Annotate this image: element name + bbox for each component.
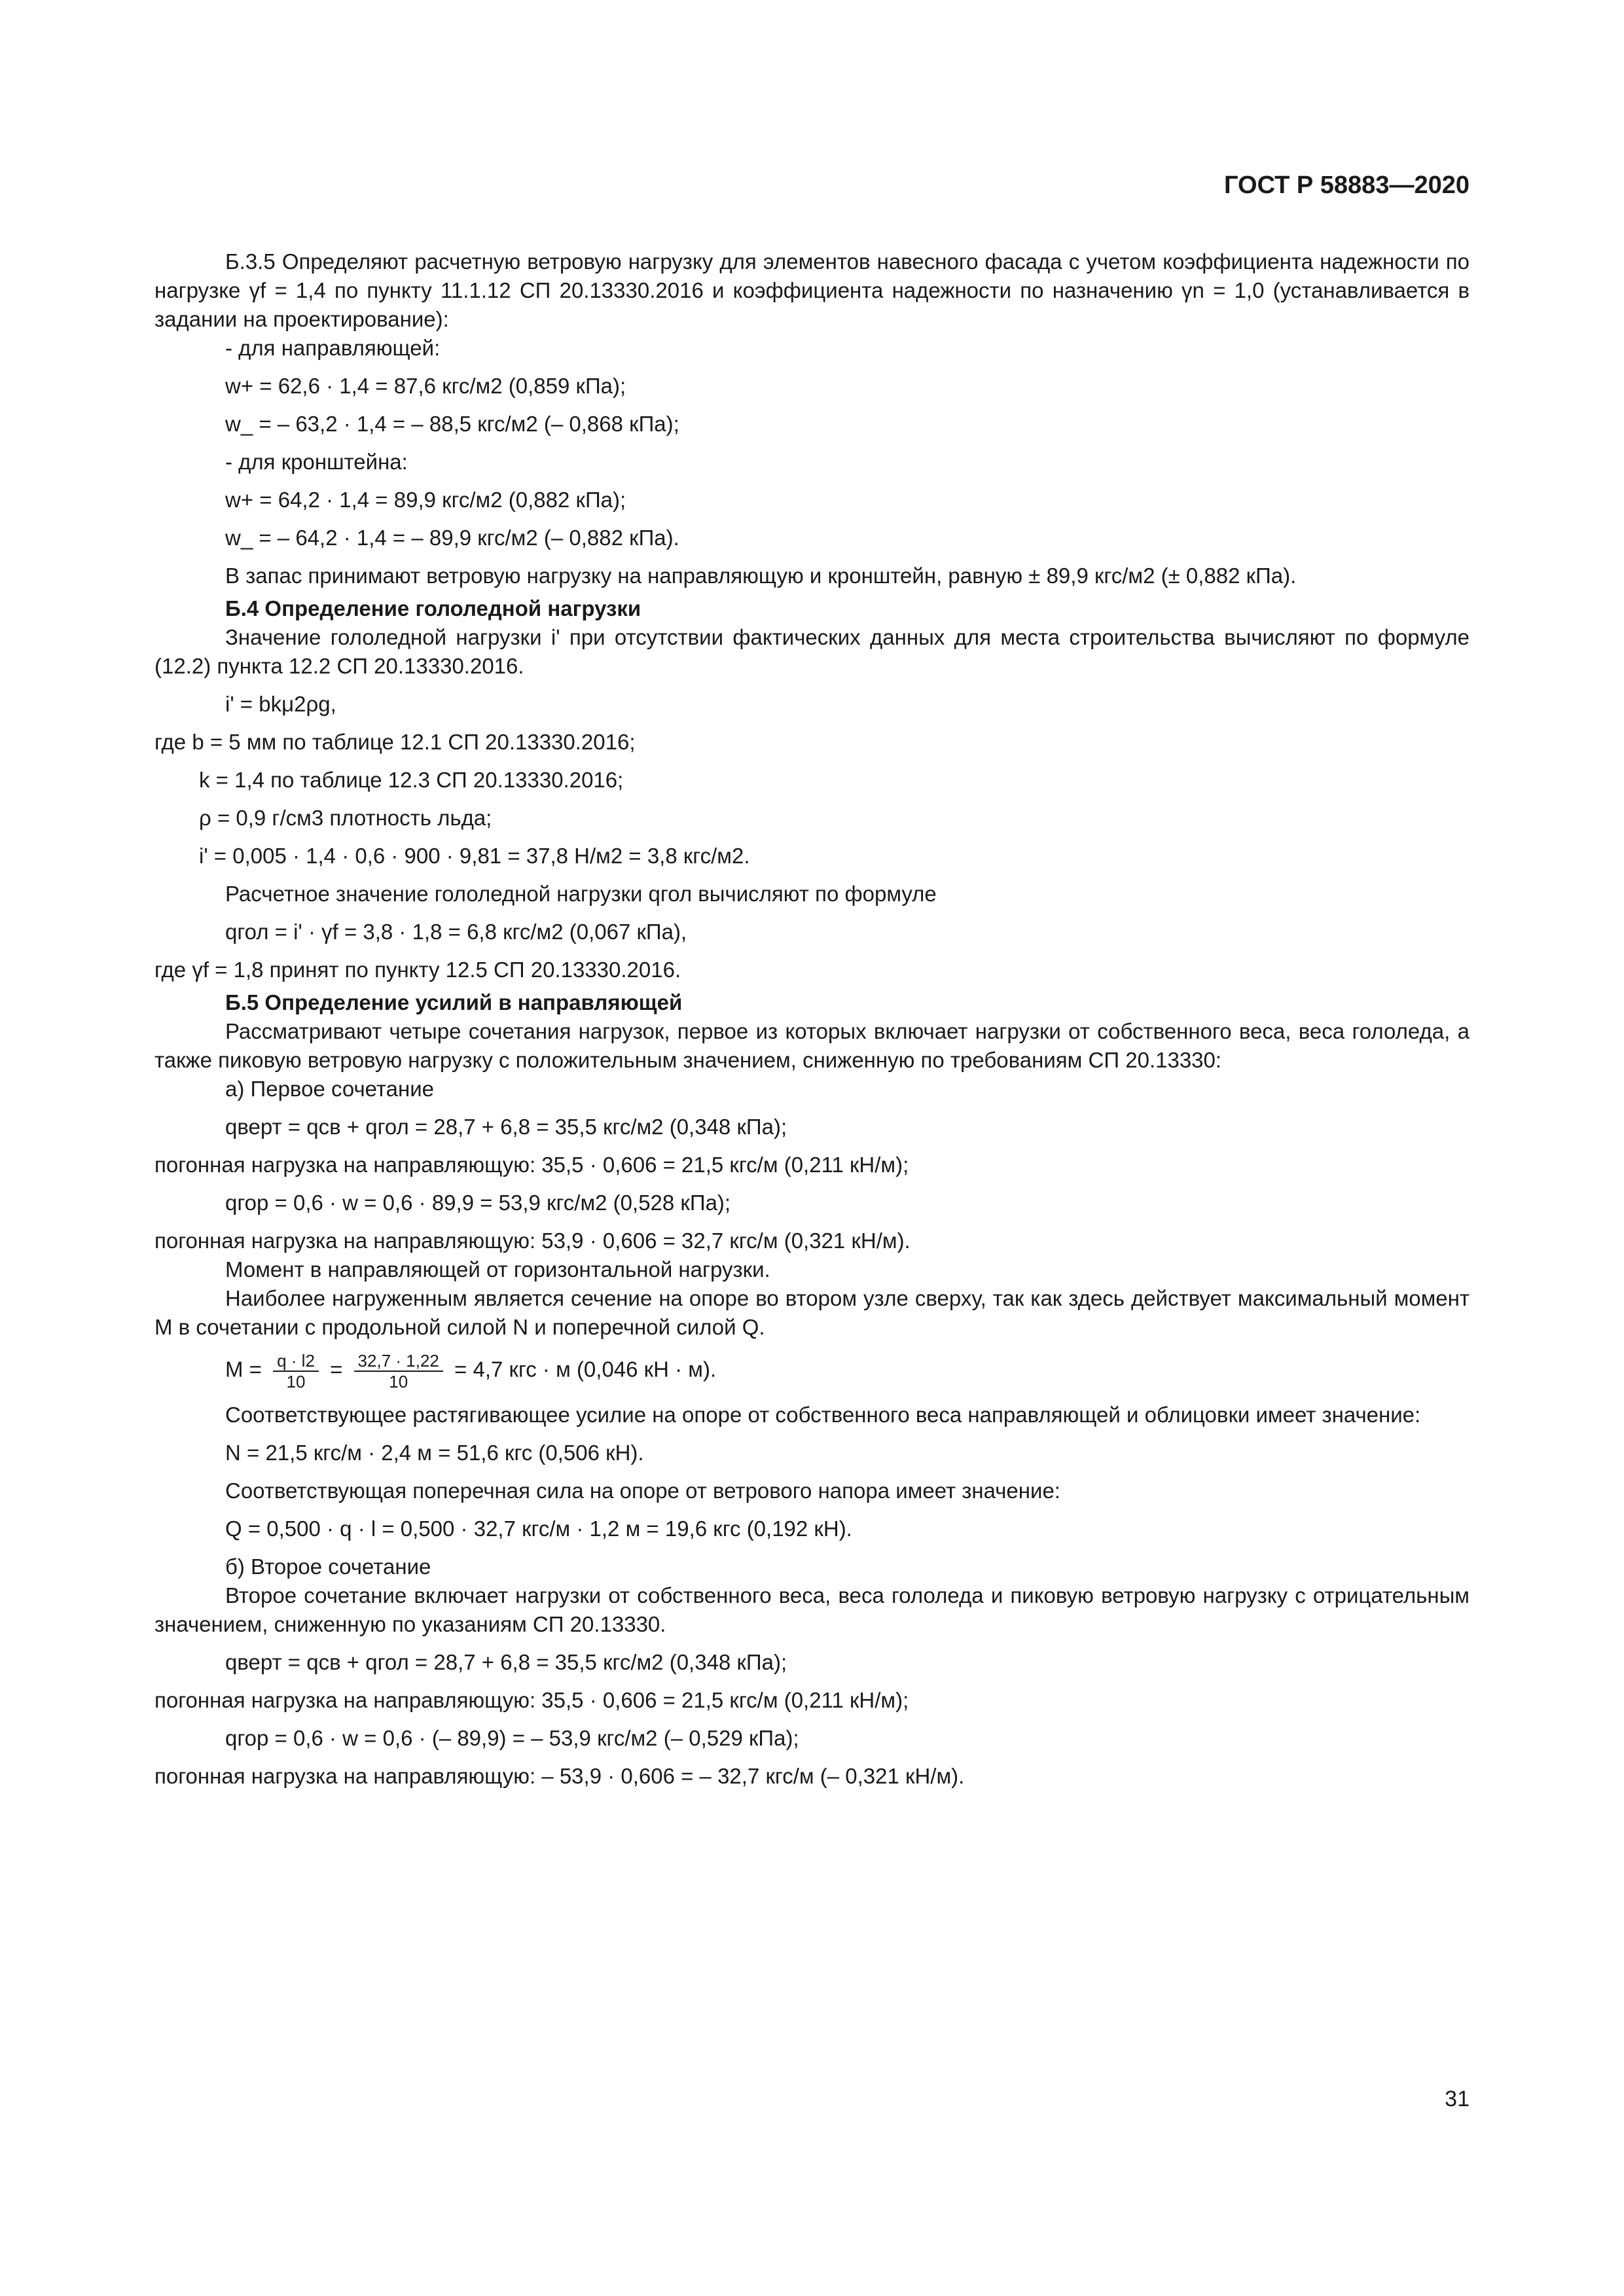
a-qgor: qгор = 0,6 · w = 0,6 · 89,9 = 53,9 кгс/м2 (0,528 кПа); — [225, 1191, 731, 1215]
moment-eq: = — [330, 1357, 343, 1382]
a-linear-gor: погонная нагрузка на направляющую: 53,9 · 0,606 = 32,7 кгс/м (0,321 кН/м). — [154, 1229, 911, 1253]
b-linear-gor: погонная нагрузка на направляющую: – 53,9 · 0,606 = – 32,7 кгс/м (– 0,321 кН/м). — [154, 1764, 965, 1788]
moment-lhs: M = — [225, 1357, 262, 1382]
guide-label: - для направляющей: — [225, 336, 441, 360]
page-number: 31 — [1445, 2087, 1470, 2111]
a-linear-vert: погонная нагрузка на направляющую: 35,5 · 0,606 = 21,5 кгс/м (0,211 кН/м); — [154, 1153, 909, 1177]
standard-header: ГОСТ Р 58883—2020 — [1224, 171, 1470, 199]
moment-fraction-2 — [354, 1351, 443, 1391]
combination-b-label: б) Второе сочетание — [225, 1554, 431, 1579]
s5-intro: Рассматривают четыре сочетания нагрузок, первое из которых включает нагрузки от собственного веса, веса гололеда, а также пиковую ветровую нагрузку с положительным значением, сниженную по требованиям СП 20.13330: — [154, 1019, 1470, 1072]
moment-f1-den: 10 — [286, 1372, 306, 1391]
moment-intro: Момент в направляющей от горизонтальной нагрузки. — [225, 1257, 770, 1282]
tension-formula: N = 21,5 кгс/м · 2,4 м = 51,6 кгс (0,506 кН). — [225, 1441, 644, 1465]
section-text: Наиболее нагруженным является сечение на опоре во втором узле сверху, так как здесь действует максимальный момент M в сочетании с продольной силой N и поперечной силой Q. — [154, 1286, 1470, 1339]
page-body — [154, 247, 1470, 1791]
design-formula: qгол = i' · γf = 3,8 · 1,8 = 6,8 кгс/м2 (0,067 кПа), — [225, 920, 687, 944]
combination-a-label: а) Первое сочетание — [225, 1077, 435, 1101]
b-qvert: qверт = qсв + qгол = 28,7 + 6,8 = 35,5 кгс/м2 (0,348 кПа); — [225, 1650, 787, 1674]
design-intro: Расчетное значение гололедной нагрузки qгол вычисляют по формуле — [225, 882, 937, 906]
ice-formula: i' = bkμ2ρg, — [225, 692, 336, 716]
bracket-w-plus: w+ = 64,2 · 1,4 = 89,9 кгс/м2 (0,882 кПа); — [225, 488, 626, 512]
bracket-label: - для кронштейна: — [225, 450, 408, 474]
bracket-w-minus: w_ = – 64,2 · 1,4 = – 89,9 кгс/м2 (– 0,882 кПа). — [225, 526, 679, 550]
moment-formula — [154, 1351, 1470, 1391]
moment-f1-num: q · l2 — [273, 1351, 319, 1372]
section-heading-b4: Б.4 Определение гололедной нагрузки — [225, 596, 641, 620]
moment-fraction-1 — [273, 1351, 319, 1391]
tension-intro: Соответствующее растягивающее усилие на опоре от собственного веса направляющей и облицовки имеет значение: — [225, 1403, 1421, 1427]
a-qvert: qверт = qсв + qгол = 28,7 + 6,8 = 35,5 кгс/м2 (0,348 кПа); — [225, 1115, 787, 1139]
moment-f2-num: 32,7 · 1,22 — [354, 1351, 443, 1372]
where-rho: ρ = 0,9 г/см3 плотность льда; — [199, 806, 492, 830]
guide-w-plus: w+ = 62,6 · 1,4 = 87,6 кгс/м2 (0,859 кПа); — [225, 374, 626, 398]
shear-intro: Соответствующая поперечная сила на опоре от ветрового напора имеет значение: — [225, 1479, 1060, 1503]
guide-w-minus: w_ = – 63,2 · 1,4 = – 88,5 кгс/м2 (– 0,868 кПа); — [225, 412, 679, 436]
s4-intro: Значение гололедной нагрузки i' при отсутствии фактических данных для места строительства вычисляют по формуле (12.2) пункта 12.2 СП 20.13330.2016. — [154, 625, 1470, 678]
b-qgor: qгор = 0,6 · w = 0,6 · (– 89,9) = – 53,9 кгс/м2 (– 0,529 кПа); — [225, 1726, 799, 1750]
shear-formula: Q = 0,500 · q · l = 0,500 · 32,7 кгс/м · 1,2 м = 19,6 кгс (0,192 кН). — [225, 1516, 852, 1541]
b-intro: Второе сочетание включает нагрузки от собственного веса, веса гололеда и пиковую ветровую нагрузку с отрицательным значением, сниженную по указаниям СП 20.13330. — [154, 1583, 1470, 1636]
moment-rhs: = 4,7 кгс · м (0,046 кН · м). — [454, 1357, 717, 1382]
s35-intro: Б.3.5 Определяют расчетную ветровую нагрузку для элементов навесного фасада с учетом коэффициента надежности по нагрузке γf = 1,4 по пункту 11.1.12 СП 20.13330.2016 и коэффициента надежности по назначению γn = 1,0 (устанавливается в задании на проектирование): — [154, 249, 1470, 331]
section-heading-b5: Б.5 Определение усилий в направляющей — [225, 990, 683, 1014]
ice-calc: i' = 0,005 · 1,4 · 0,6 · 900 · 9,81 = 37,8 Н/м2 = 3,8 кгс/м2. — [199, 844, 750, 868]
where-b: где b = 5 мм по таблице 12.1 СП 20.13330.2016; — [154, 730, 636, 754]
where-gamma: где γf = 1,8 принят по пункту 12.5 СП 20.13330.2016. — [154, 958, 681, 982]
reserve-text: В запас принимают ветровую нагрузку на направляющую и кронштейн, равную ± 89,9 кгс/м2 (± 0,882 кПа). — [225, 564, 1297, 588]
moment-f2-den: 10 — [389, 1372, 408, 1391]
b-linear-vert: погонная нагрузка на направляющую: 35,5 · 0,606 = 21,5 кгс/м (0,211 кН/м); — [154, 1688, 909, 1712]
where-k: k = 1,4 по таблице 12.3 СП 20.13330.2016; — [199, 768, 624, 792]
